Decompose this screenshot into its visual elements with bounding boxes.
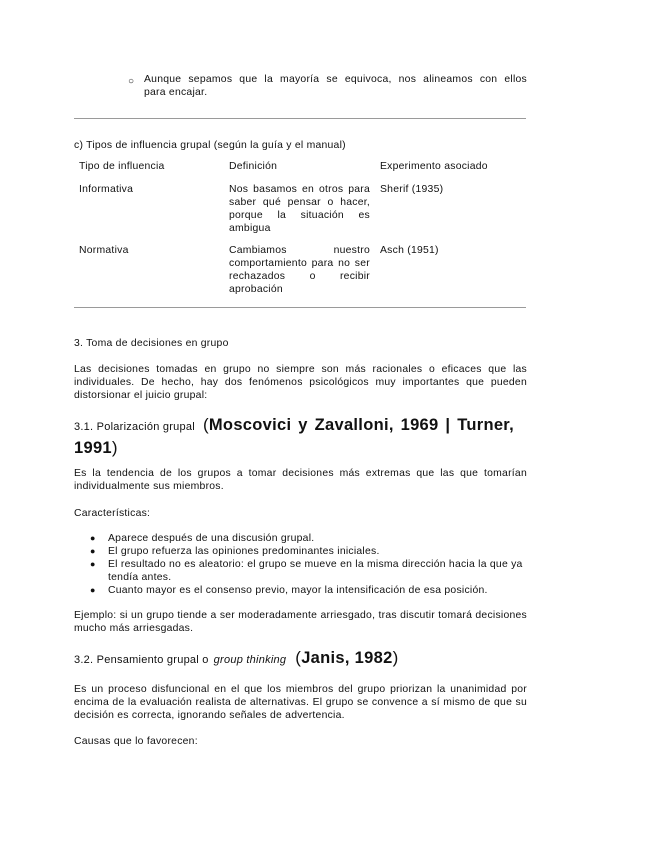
section-31-title: 3.1. Polarización grupal (Moscovici y Zavalloni, 1969 | Turner, 1991)	[74, 415, 514, 457]
cell-definition: Nos basamos en otros para saber qué pensar o hacer, porque la situación es ambigua	[229, 184, 370, 234]
cell-experiment: Sherif (1935)	[380, 184, 444, 195]
section-31-description: Es la tendencia de los grupos a tomar decisiones más extremas que las que tomarían individualmente sus miembros.	[74, 468, 527, 492]
hollow-bullet-icon: ○	[128, 76, 135, 87]
section-3-heading: 3. Toma de decisiones en grupo	[74, 338, 229, 349]
section-31-title-ref: Moscovici y Zavalloni, 1969 | Turner,	[208, 416, 514, 434]
section-32-title-italic: group thinking	[213, 654, 287, 666]
section-c-heading: c) Tipos de influencia grupal (según la guía y el manual)	[74, 140, 346, 151]
table-header-type: Tipo de influencia	[79, 161, 165, 172]
bullet-line-1: Aunque sepamos que la mayoría se equivoca, nos alineamos con ellos	[144, 74, 527, 85]
bullet-icon: ●	[90, 546, 96, 556]
section-32-description: Es un proceso disfuncional en el que los miembros del grupo priorizan la unanimidad por encima de la evaluación realista de alternativas. El grupo se convence a sí mismo de que su decisión es correcta, ignorando señales de advertencia.	[74, 684, 527, 721]
cell-type: Normativa	[79, 245, 129, 256]
cell-type: Informativa	[79, 184, 134, 195]
table-header-definition: Definición	[229, 161, 278, 172]
cell-definition: Cambiamos nuestro comportamiento para no ser rechazados o recibir aprobación	[229, 245, 370, 295]
section-32-title: 3.2. Pensamiento grupal o group thinking (Janis, 1982)	[74, 648, 399, 667]
bullet-line-2: para encajar.	[144, 87, 208, 98]
table-header-experiment: Experimento asociado	[380, 161, 488, 172]
section-31-title-prefix: 3.1. Polarización grupal	[74, 421, 195, 433]
section-32-title-ref: Janis, 1982	[301, 649, 393, 667]
section-31-example: Ejemplo: si un grupo tiende a ser moderadamente arriesgado, tras discutir tomará decisiones mucho más arriesgadas.	[74, 610, 527, 634]
section-3-intro: Las decisiones tomadas en grupo no siempre son más racionales o eficaces que las individuales. De hecho, hay dos fenómenos psicológicos muy importantes que pueden distorsionar el juicio grupal:	[74, 364, 527, 401]
bullet-icon: ●	[90, 533, 96, 543]
causes-label: Causas que lo favorecen:	[74, 736, 198, 747]
bullet-icon: ●	[90, 585, 96, 595]
divider	[74, 307, 526, 308]
section-31-title-ref-year: 1991	[74, 439, 112, 457]
bullet-icon: ●	[90, 559, 96, 569]
cell-experiment: Asch (1951)	[380, 245, 439, 256]
divider	[74, 118, 526, 119]
features-label: Características:	[74, 508, 151, 519]
